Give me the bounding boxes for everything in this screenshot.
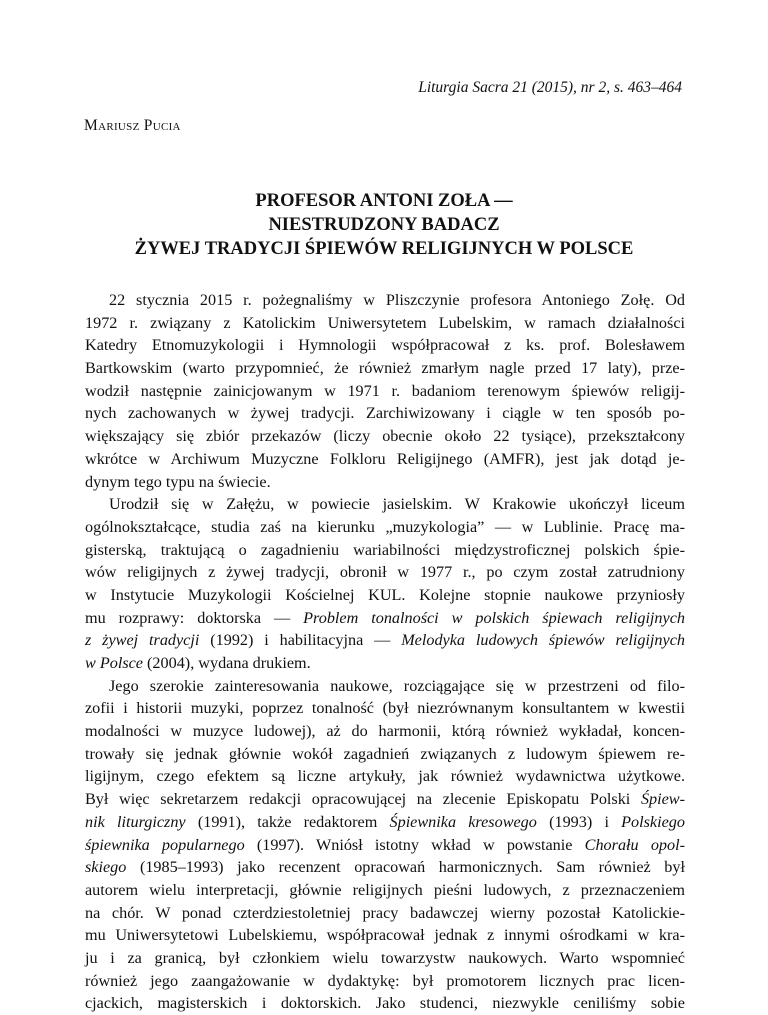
body-line: Jego szerokie zainteresowania naukowe, rozciągające się w przestrzeni od filo- — [109, 676, 685, 695]
italic-title: w Polsce — [85, 654, 143, 672]
italic-title: nik liturgiczny — [85, 812, 186, 831]
body-line: większający się zbiór przekazów (liczy obecnie około 22 tysiące), przekształcony — [85, 427, 685, 446]
italic-title: Chorału opol- — [584, 835, 685, 854]
body-line: gisterską, traktującą o zagadnieniu wariabilności międzystroficznej polskich śpie- — [85, 540, 685, 559]
body-line — [85, 834, 685, 857]
body-line: na chór. W ponad czterdziestoletniej pracy badawczej wierny pozostał Katolickie- — [85, 903, 685, 922]
body-text: mu rozprawy: doktorska — — [85, 608, 304, 627]
body-line — [85, 629, 685, 652]
body-line: wów religijnych z żywej tradycji, obronił w 1977 r., po czym został zatrudniony — [85, 563, 685, 582]
body-line — [85, 788, 685, 811]
body-line — [85, 811, 685, 834]
journal-citation: Liturgia Sacra 21 (2015), nr 2, s. 463–464 — [418, 79, 682, 96]
body-line — [85, 607, 685, 630]
body-text: (2004), wydana drukiem. — [143, 654, 311, 672]
body-line: trowały się jednak głównie wokół zagadnień związanych z ludowym śpiewem re- — [85, 744, 685, 763]
body-text: (1993) i — [536, 812, 622, 831]
italic-title: z żywej tradycji — [85, 631, 200, 650]
body-line: autorem wielu interpretacji, głównie religijnych pieśni ludowych, z przeznaczeniem — [85, 880, 685, 899]
body-line: modalności w muzyce ludowej), aż do harmonii, którą również wykładał, koncen- — [85, 722, 685, 741]
body-text: (1985–1993) jako recenzent opracowań harmonicznych. Sam również był — [126, 858, 685, 877]
italic-title: Polskiego — [621, 812, 685, 831]
body-line — [85, 856, 685, 879]
body-line: w Instytucie Muzykologii Kościelnej KUL. Kolejne stopnie naukowe przyniosły — [85, 585, 685, 604]
body-text: (1997). Wniósł istotny wkład w powstanie — [244, 835, 585, 854]
body-line: ligijnym, czego efektem są liczne artykuły, jak również wydawnictwa użytkowe. — [85, 767, 685, 786]
title-line: PROFESOR ANTONI ZOŁA — — [255, 191, 513, 211]
body-line: dynym tego typu na świecie. — [85, 472, 271, 491]
italic-title: Śpiew- — [640, 790, 685, 809]
body-line: Katedry Etnomuzykologii i Hymnologii współpracował z ks. prof. Bolesławem — [85, 336, 685, 355]
body-text: (1992) i habilitacyjna — — [199, 631, 402, 650]
title-line: NIESTRUDZONY BADACZ — [268, 215, 500, 235]
italic-title: Problem tonalności w polskich śpiewach religijnych — [303, 608, 685, 627]
italic-title: skiego — [85, 858, 127, 877]
body-line: mu Uniwersytetowi Lubelskiemu, współpracował jednak z innymi ośrodkami w kra- — [85, 926, 685, 945]
body-line: również jego zaangażowanie w dydaktykę: był promotorem licznych prac licen- — [85, 971, 685, 990]
body-line: wkrótce w Archiwum Muzyczne Folkloru Religijnego (AMFR), jest jak dotąd je- — [85, 449, 685, 468]
title-line: ŻYWEJ TRADYCJI ŚPIEWÓW RELIGIJNYCH W POLSCE — [134, 239, 634, 259]
italic-title: Śpiewnika kresowego — [389, 812, 537, 831]
body-line: cjackich, magisterskich i doktorskich. Jako studenci, niezwykle ceniliśmy sobie — [85, 994, 685, 1013]
body-line — [85, 652, 685, 675]
body-line: ogólnokształcące, studia zaś na kierunku „muzykologia” — w Lublinie. Pracę ma- — [85, 517, 685, 536]
article-body — [85, 289, 685, 1015]
body-line: wodził następnie zainicjowanym w 1971 r. badaniom terenowym śpiewów religij- — [85, 381, 685, 400]
body-line: 1972 r. związany z Katolickim Uniwersytetem Lubelskim, w ramach działalności — [85, 313, 685, 332]
italic-title: Melodyka ludowych śpiewów religijnych — [401, 631, 685, 650]
body-line: Bartkowskim (warto przypomnieć, że również zmarłym nagle przed 17 laty), prze- — [85, 359, 685, 378]
body-line: 22 stycznia 2015 r. pożegnaliśmy w Pliszczynie profesora Antoniego Zołę. Od — [109, 291, 685, 309]
body-line: nych zachowanych w żywej tradycji. Zarchiwizowany i ciągle w ten sposób po- — [85, 404, 685, 423]
author-name: Mariusz Pucia — [84, 117, 181, 134]
body-text: (1991), także redaktorem — [185, 812, 390, 831]
italic-title: śpiewnika popularnego — [85, 835, 245, 854]
body-text: Był więc sekretarzem redakcji opracowującej na zlecenie Episkopatu Polski — [85, 790, 641, 809]
body-line: Urodził się w Załężu, w powiecie jasielskim. W Krakowie ukończył liceum — [109, 495, 685, 514]
body-line: zofii i historii muzyki, poprzez tonalność (był niezrównanym konsultantem w kwestii — [85, 699, 685, 718]
body-line: ju i za granicą, był członkiem wielu towarzystw naukowych. Warto wspomnieć — [85, 948, 685, 967]
article-title — [60, 189, 708, 261]
